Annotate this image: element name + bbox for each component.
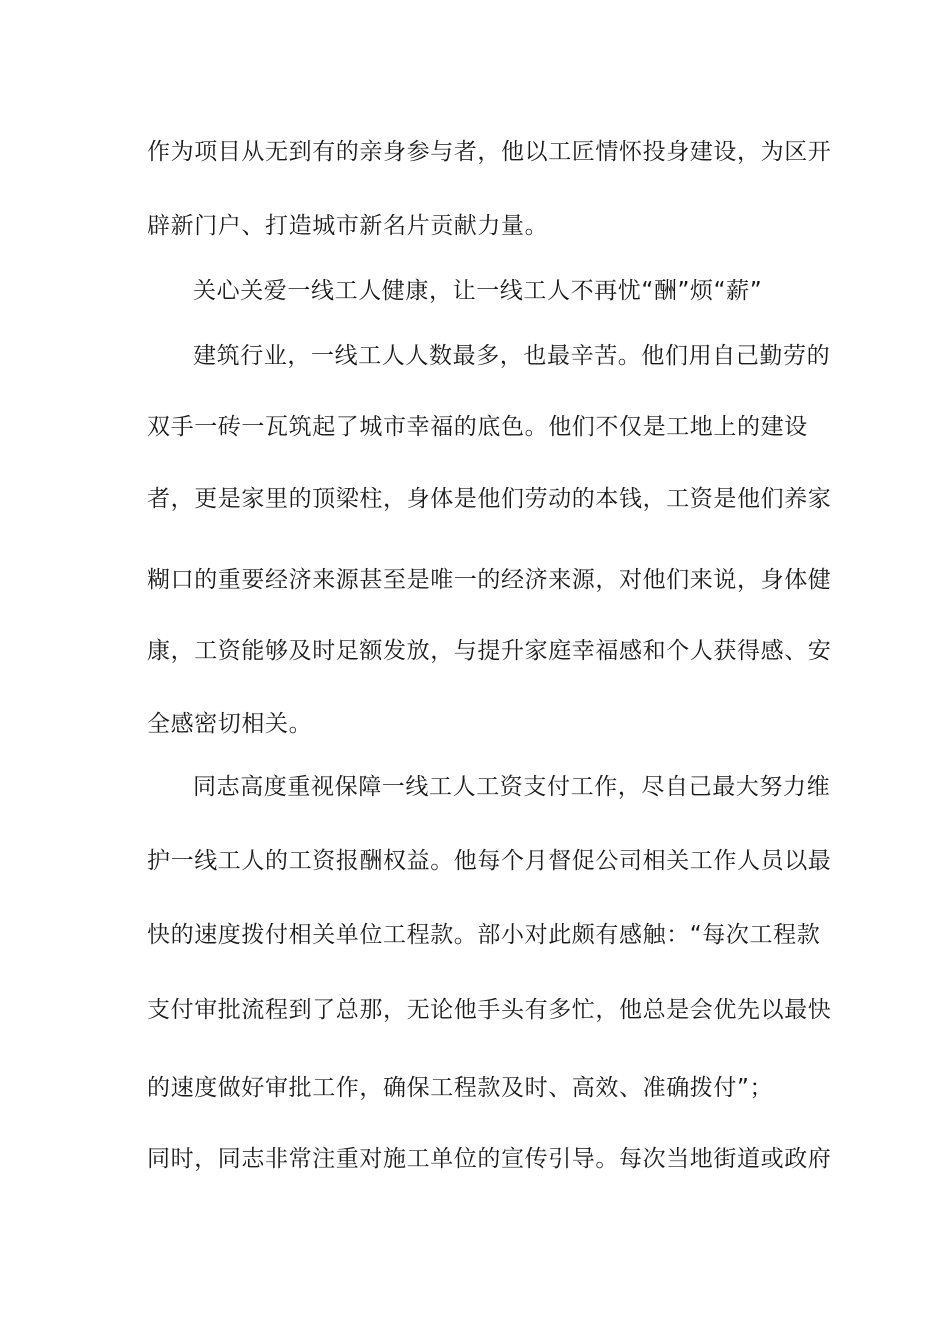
section-heading: 关心关爱一线工人健康，让一线工人不再忧“酬”烦“薪”	[193, 278, 763, 304]
text-line-8: 康，工资能够及时足额发放，与提升家庭幸福感和个人获得感、安	[147, 638, 832, 664]
text-line-7: 糊口的重要经济来源甚至是唯一的经济来源，对他们来说，身体健	[147, 567, 832, 593]
text-line-14: 的速度做好审批工作，确保工程款及时、高效、准确拨付”；	[147, 1075, 774, 1101]
text-line-1: 作为项目从无到有的亲身参与者，他以工匠情怀投身建设，为区开	[147, 139, 832, 165]
text-line-6: 者，更是家里的顶梁柱，身体是他们劳动的本钱，工资是他们养家	[147, 486, 832, 512]
text-line-13: 支付审批流程到了总那，无论他手头有多忙，他总是会优先以最快	[147, 997, 832, 1023]
text-line-2: 辟新门户、打造城市新名片贡献力量。	[147, 213, 549, 239]
text-line-11: 护一线工人的工资报酬权益。他每个月督促公司相关工作人员以最	[147, 848, 832, 874]
text-line-4: 建筑行业，一线工人人数最多，也最辛苦。他们用自己勤劳的	[193, 343, 831, 369]
text-line-9: 全感密切相关。	[147, 711, 313, 737]
text-line-12: 快的速度拨付相关单位工程款。部小对此颇有感触：“每次工程款	[147, 922, 821, 948]
text-line-5: 双手一砖一瓦筑起了城市幸福的底色。他们不仅是工地上的建设	[147, 414, 808, 440]
text-line-15: 同时，同志非常注重对施工单位的宣传引导。每次当地街道或政府	[147, 1146, 832, 1172]
text-line-10: 同志高度重视保障一线工人工资支付工作，尽自己最大努力维	[193, 774, 831, 800]
